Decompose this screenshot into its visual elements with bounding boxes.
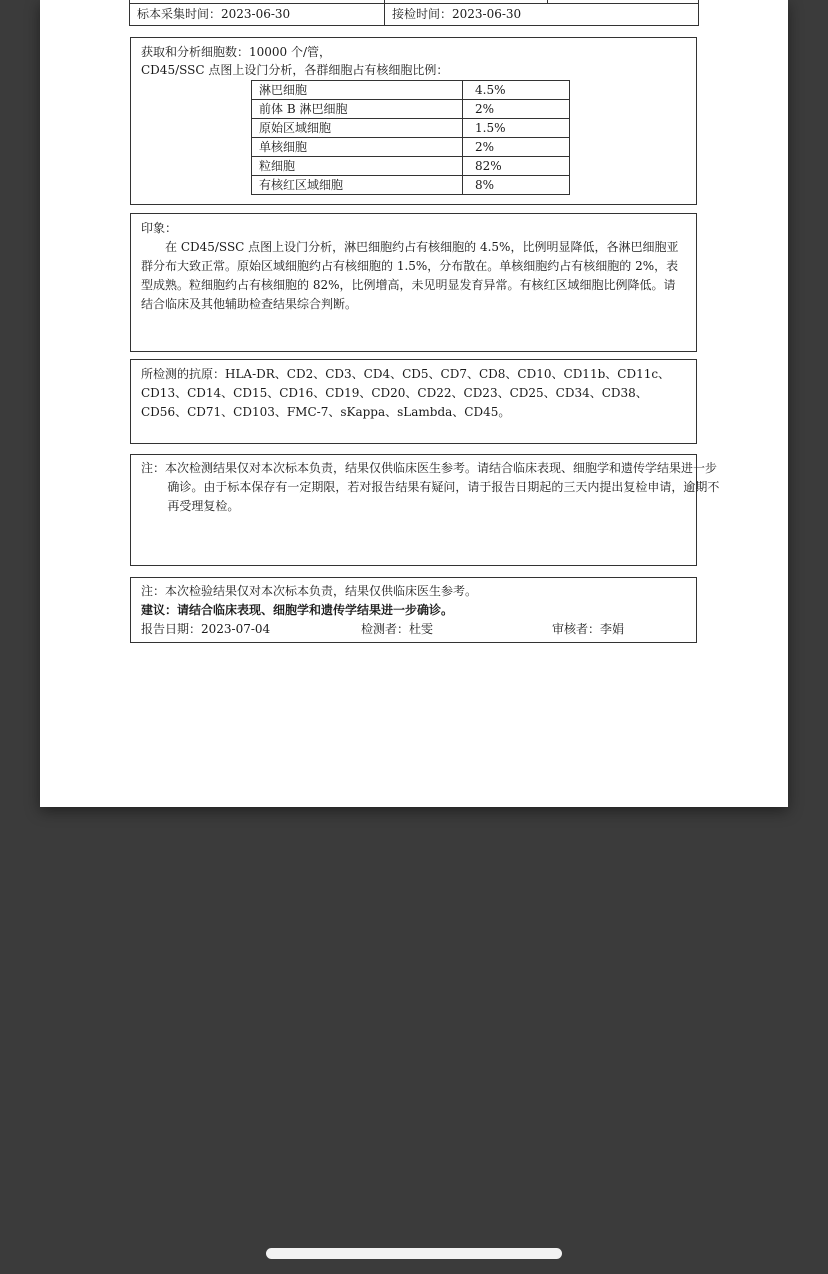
antigens-text: 所检测的抗原：HLA-DR、CD2、CD3、CD4、CD5、CD7、CD8、CD10、CD11b、CD11c、CD13、CD14、CD15、CD16、CD19、CD20、CD22、CD23、CD25、CD34、CD38、CD56、CD71、CD103、FMC-7、sKappa、sLambda、CD45。	[141, 367, 671, 419]
cell-value: 4.5%	[463, 81, 570, 100]
report-page	[40, 0, 788, 807]
table-row	[252, 100, 570, 119]
impression-title: 印象：	[141, 221, 178, 235]
cell-name: 前体 B 淋巴细胞	[252, 100, 463, 119]
cell-ratio-table	[251, 80, 570, 195]
antigens-section	[130, 359, 697, 444]
table-row	[252, 157, 570, 176]
table-row	[252, 138, 570, 157]
cell-value: 8%	[463, 176, 570, 195]
cell-name: 淋巴细胞	[252, 81, 463, 100]
gating-text: CD45/SSC 点图上设门分析，各群细胞占有核细胞比例：	[141, 63, 449, 77]
sample-collection-time: 标本采集时间：2023-06-30	[137, 7, 291, 21]
home-indicator[interactable]	[266, 1248, 562, 1259]
cell-value: 2%	[463, 100, 570, 119]
analysis-section	[130, 37, 697, 205]
cell-divider	[384, 0, 385, 25]
cell-count-text: 获取和分析细胞数：10000 个/管，	[141, 45, 332, 59]
cell-value: 2%	[463, 138, 570, 157]
cell-value: 1.5%	[463, 119, 570, 138]
report-date: 报告日期：2023-07-04	[141, 622, 271, 636]
footer-note: 注：本次检验结果仅对本次标本负责，结果仅供临床医生参考。	[141, 584, 478, 598]
cell-divider	[547, 0, 548, 4]
cell-name: 原始区域细胞	[252, 119, 463, 138]
reviewer-name: 审核者：李娟	[552, 622, 625, 636]
cell-value: 82%	[463, 157, 570, 176]
cell-name: 粒细胞	[252, 157, 463, 176]
cell-name: 单核细胞	[252, 138, 463, 157]
table-row	[252, 119, 570, 138]
impression-section	[130, 213, 697, 352]
disclaimer-section	[130, 454, 720, 566]
impression-text: 在 CD45/SSC 点图上设门分析，淋巴细胞约占有核细胞的 4.5%，比例明显降低，各淋巴细胞亚群分布大致正常。原始区域细胞约占有核细胞的 1.5%，分布散在。单核细胞约占有核细胞的 2%，表型成熟。粒细胞约占有核细胞的 82%，比例增高，未见明显发育异常。有核红区域细胞比例降低。请结合临床及其他辅助检查结果综合判断。	[141, 240, 679, 311]
sample-info-row	[129, 0, 699, 26]
table-row	[252, 176, 570, 195]
receive-time: 接检时间：2023-06-30	[392, 7, 522, 21]
cell-name: 有核红区域细胞	[252, 176, 463, 195]
row-top-line	[130, 3, 698, 4]
disclaimer-text: 注：本次检测结果仅对本次标本负责，结果仅供临床医生参考。请结合临床表现、细胞学和遗传学结果进一步确诊。由于标本保存有一定期限，若对报告结果有疑问，请于报告日期起的三天内提出复检申请，逾期不再受理复检。	[141, 461, 720, 513]
signature-section	[130, 577, 697, 643]
tester-name: 检测者：杜雯	[361, 622, 434, 636]
advice-text: 建议：请结合临床表现、细胞学和遗传学结果进一步确诊。	[141, 603, 454, 617]
table-row	[252, 81, 570, 100]
